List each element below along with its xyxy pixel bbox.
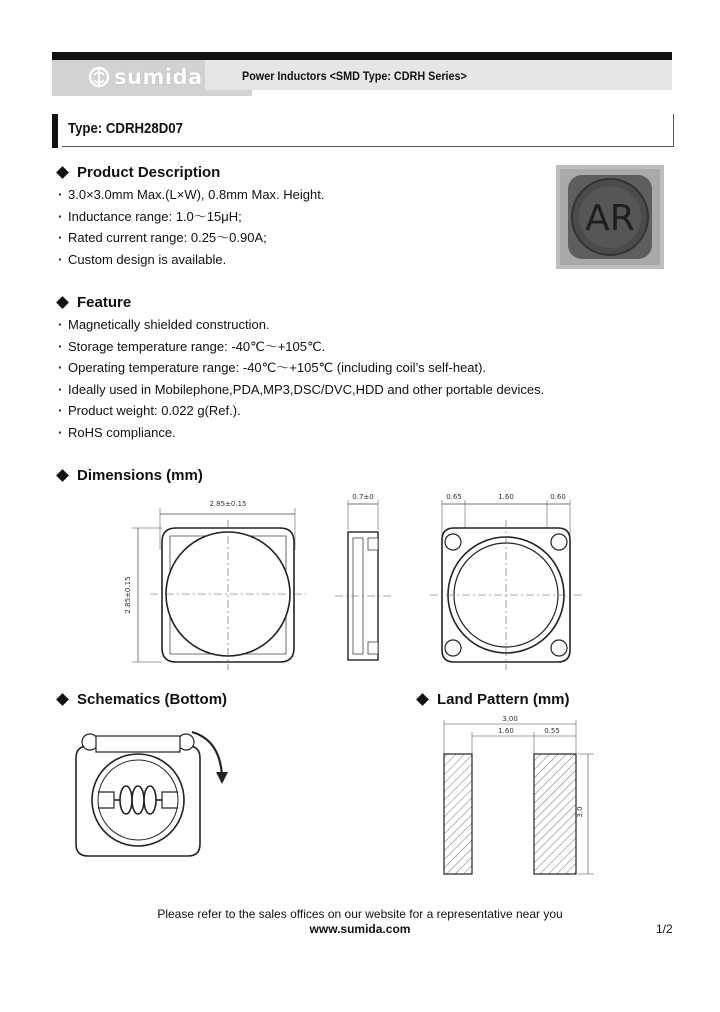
list-item: · Operating temperature range: -40℃～+105℃ (including coil’s self-heat). [58, 357, 544, 379]
list-item: · Magnetically shielded construction. [58, 314, 544, 336]
dimensions-drawing [120, 490, 590, 675]
diamond-bullet-icon [56, 166, 69, 179]
type-label: Type: CDRH28D07 [68, 120, 183, 137]
dim-top-width: 2.85±0.15 [209, 500, 247, 508]
dim-top-height: 2.85±0.15 [124, 576, 132, 614]
list-item: · Custom design is available. [58, 249, 324, 271]
diamond-bullet-icon [56, 693, 69, 706]
type-bar-accent [52, 114, 58, 148]
page-number: 1/2 [656, 922, 673, 936]
side-view [335, 493, 392, 660]
sumida-logo [88, 64, 203, 90]
list-item: · 3.0×3.0mm Max.(L×W), 0.8mm Max. Height. [58, 184, 324, 206]
header-top-bar [52, 52, 672, 60]
feature-list [58, 314, 544, 444]
list-item: · Inductance range: 1.0～15μH; [58, 206, 324, 228]
product-photo [556, 165, 664, 269]
sumida-logo-icon [88, 66, 110, 88]
schematics-heading [56, 691, 227, 708]
photo-marking: AR [585, 198, 635, 239]
diamond-bullet-icon [56, 296, 69, 309]
product-description-list [58, 184, 324, 270]
product-description-title: Product Description [77, 164, 221, 181]
list-item: · Storage temperature range: -40℃～+105℃. [58, 336, 544, 358]
dimensions-title: Dimensions (mm) [77, 467, 203, 484]
list-item: · RoHS compliance. [58, 422, 544, 444]
land-pad-height: 3.0 [576, 806, 584, 818]
series-title: Power Inductors <SMD Type: CDRH Series> [242, 69, 467, 83]
type-right-line [673, 114, 674, 147]
land-gap: 1.60 [498, 727, 514, 735]
schematics-drawing [70, 720, 230, 860]
bottom-view [430, 493, 582, 670]
land-total-width: 3.00 [502, 715, 518, 723]
list-item: · Ideally used in Mobilephone,PDA,MP3,DSC/DVC,HDD and other portable devices. [58, 379, 544, 401]
dim-bottom-right: 0.60 [550, 493, 566, 501]
dim-side-thickness: 0.7±0 [352, 493, 374, 501]
diamond-bullet-icon [56, 469, 69, 482]
feature-title: Feature [77, 294, 132, 311]
land-pattern-drawing [430, 712, 600, 882]
dim-bottom-mid: 1.60 [498, 493, 514, 501]
land-pad-left [444, 754, 472, 874]
schematics-title: Schematics (Bottom) [77, 691, 228, 708]
top-view [124, 500, 306, 670]
logo-text: sumida [114, 65, 203, 89]
feature-heading [56, 294, 131, 311]
land-pad-width: 0.55 [544, 727, 560, 735]
list-item: · Product weight: 0.022 g(Ref.). [58, 400, 544, 422]
type-underline [62, 146, 674, 147]
land-pattern-title: Land Pattern (mm) [437, 691, 570, 708]
dim-bottom-left: 0.65 [446, 493, 462, 501]
footer-note: Please refer to the sales offices on our website for a representative near you [157, 907, 563, 921]
list-item: · Rated current range: 0.25～0.90A; [58, 227, 324, 249]
footer-website-link[interactable]: www.sumida.com [309, 922, 411, 936]
land-pattern-heading [416, 691, 570, 708]
diamond-bullet-icon [416, 693, 429, 706]
product-description-heading [56, 164, 220, 181]
dimensions-heading [56, 467, 203, 484]
